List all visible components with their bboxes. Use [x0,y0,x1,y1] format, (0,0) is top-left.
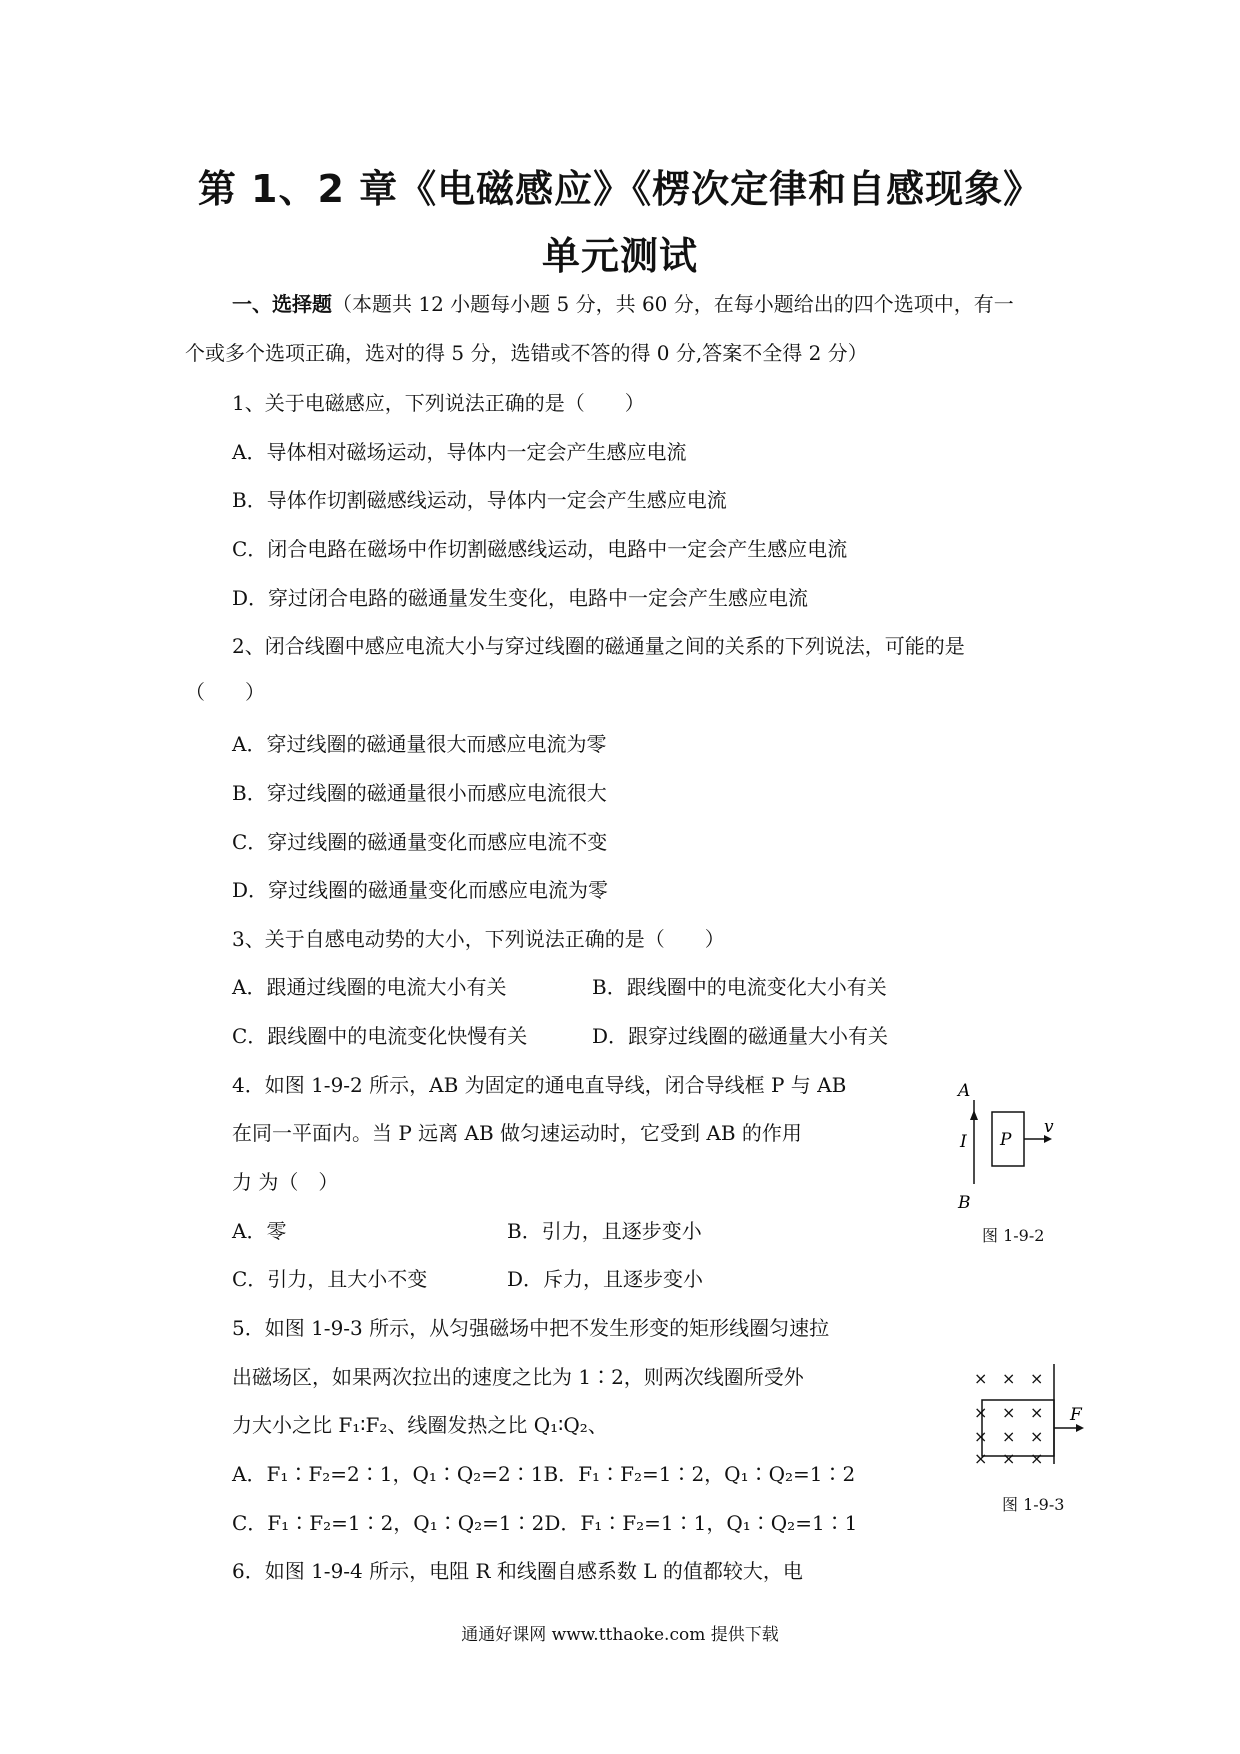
q1-option-a: A．导体相对磁场运动，导体内一定会产生感应电流 [232,440,687,464]
field-mark: × [974,1449,988,1468]
q1-option-c: C．闭合电路在磁场中作切割磁感线运动，电路中一定会产生感应电流 [232,537,848,561]
q1-option-d: D．穿过闭合电路的磁通量发生变化，电路中一定会产生感应电流 [232,586,809,610]
field-mark: × [974,1369,988,1388]
q1-stem: 1、关于电磁感应，下列说法正确的是（ ） [232,391,645,415]
q3-option-c: C．跟线圈中的电流变化快慢有关 [232,1024,528,1048]
fig2-label-b: B [958,1193,971,1212]
q1-option-b: B．导体作切割磁感线运动，导体内一定会产生感应电流 [232,488,727,512]
field-marks [974,1369,1043,1468]
figure-1-9-2-caption: 图 1-9-2 [982,1226,1045,1245]
fig2-label-a: A [958,1081,971,1101]
figure-1-9-3-caption: 图 1-9-3 [1002,1495,1065,1514]
q4-option-a: A．零 [232,1219,287,1243]
fig3-label-force: F [1070,1405,1082,1425]
q4-stem-3: 力 为（ ） [232,1170,339,1194]
q2-paren: （ ） [185,680,265,704]
field-mark: × [1002,1427,1016,1446]
q4-stem-2: 在同一平面内。当 P 远离 AB 做匀速运动时，它受到 AB 的作用 [232,1121,802,1145]
fig2-label-velocity: v [1044,1117,1054,1137]
field-mark: × [1002,1403,1016,1422]
q3-option-d: D．跟穿过线圈的磁通量大小有关 [592,1024,889,1048]
field-mark: × [974,1403,988,1422]
figure-1-9-3 [960,1360,1095,1470]
q4-stem-1: 4．如图 1-9-2 所示，AB 为固定的通电直导线，闭合导线框 P 与 AB [232,1073,847,1097]
q2-option-d: D．穿过线圈的磁通量变化而感应电流为零 [232,878,609,902]
section-label: 一、选择题 [232,292,332,316]
footer-text: 通通好课网 www.tthaoke.com 提供下载 [461,1625,779,1645]
field-mark: × [1030,1403,1044,1422]
fig2-label-current: I [960,1132,967,1152]
q4-option-b: B．引力，且逐步变小 [507,1219,702,1243]
section-text: （本题共 12 小题每小题 5 分，共 60 分，在每小题给出的四个选项中，有一 [332,292,1014,316]
q5-stem-1: 5．如图 1-9-3 所示，从匀强磁场中把不发生形变的矩形线圈匀速拉 [232,1316,830,1340]
section-text-cont: 个或多个选项正确，选对的得 5 分，选错或不答的得 0 分,答案不全得 2 分） [185,341,868,365]
page-subtitle: 单元测试 [541,234,698,278]
section-header [232,290,1014,318]
page-title: 第 1、2 章《电磁感应》《楞次定律和自感现象》 [197,167,1043,211]
field-mark: × [1002,1369,1016,1388]
q2-option-b: B．穿过线圈的磁通量很小而感应电流很大 [232,781,607,805]
q3-option-b: B．跟线圈中的电流变化大小有关 [592,975,887,999]
q4-option-d: D．斥力，且逐步变小 [507,1267,704,1291]
field-mark: × [1030,1427,1044,1446]
q2-stem: 2、闭合线圈中感应电流大小与穿过线圈的磁通量之间的关系的下列说法，可能的是 [232,634,965,658]
q3-stem: 3、关于自感电动势的大小，下列说法正确的是（ ） [232,927,725,951]
q2-option-a: A．穿过线圈的磁通量很大而感应电流为零 [232,732,607,756]
field-mark: × [974,1427,988,1446]
q5-stem-2: 出磁场区，如果两次拉出的速度之比为 1∶2，则两次线圈所受外 [232,1365,804,1389]
fig2-label-frame: P [1000,1130,1012,1150]
q5-stem-3: 力大小之比 F₁∶F₂、线圈发热之比 Q₁∶Q₂、 [232,1413,608,1437]
q3-option-a: A．跟通过线圈的电流大小有关 [232,975,507,999]
q6-stem-1: 6．如图 1-9-4 所示，电阻 R 和线圈自感系数 L 的值都较大，电 [232,1559,803,1583]
q2-option-c: C．穿过线圈的磁通量变化而感应电流不变 [232,830,608,854]
field-mark: × [1002,1449,1016,1468]
figure-1-9-2 [940,1072,1080,1212]
field-mark: × [1030,1449,1044,1468]
q5-options-ab: A．F₁∶F₂=2∶1，Q₁∶Q₂=2∶1B．F₁∶F₂=1∶2，Q₁∶Q₂=1∶2 [232,1462,856,1486]
q4-option-c: C．引力，且大小不变 [232,1267,428,1291]
q5-options-cd: C．F₁∶F₂=1∶2，Q₁∶Q₂=1∶2D．F₁∶F₂=1∶1，Q₁∶Q₂=1∶1 [232,1511,858,1535]
field-mark: × [1030,1369,1044,1388]
